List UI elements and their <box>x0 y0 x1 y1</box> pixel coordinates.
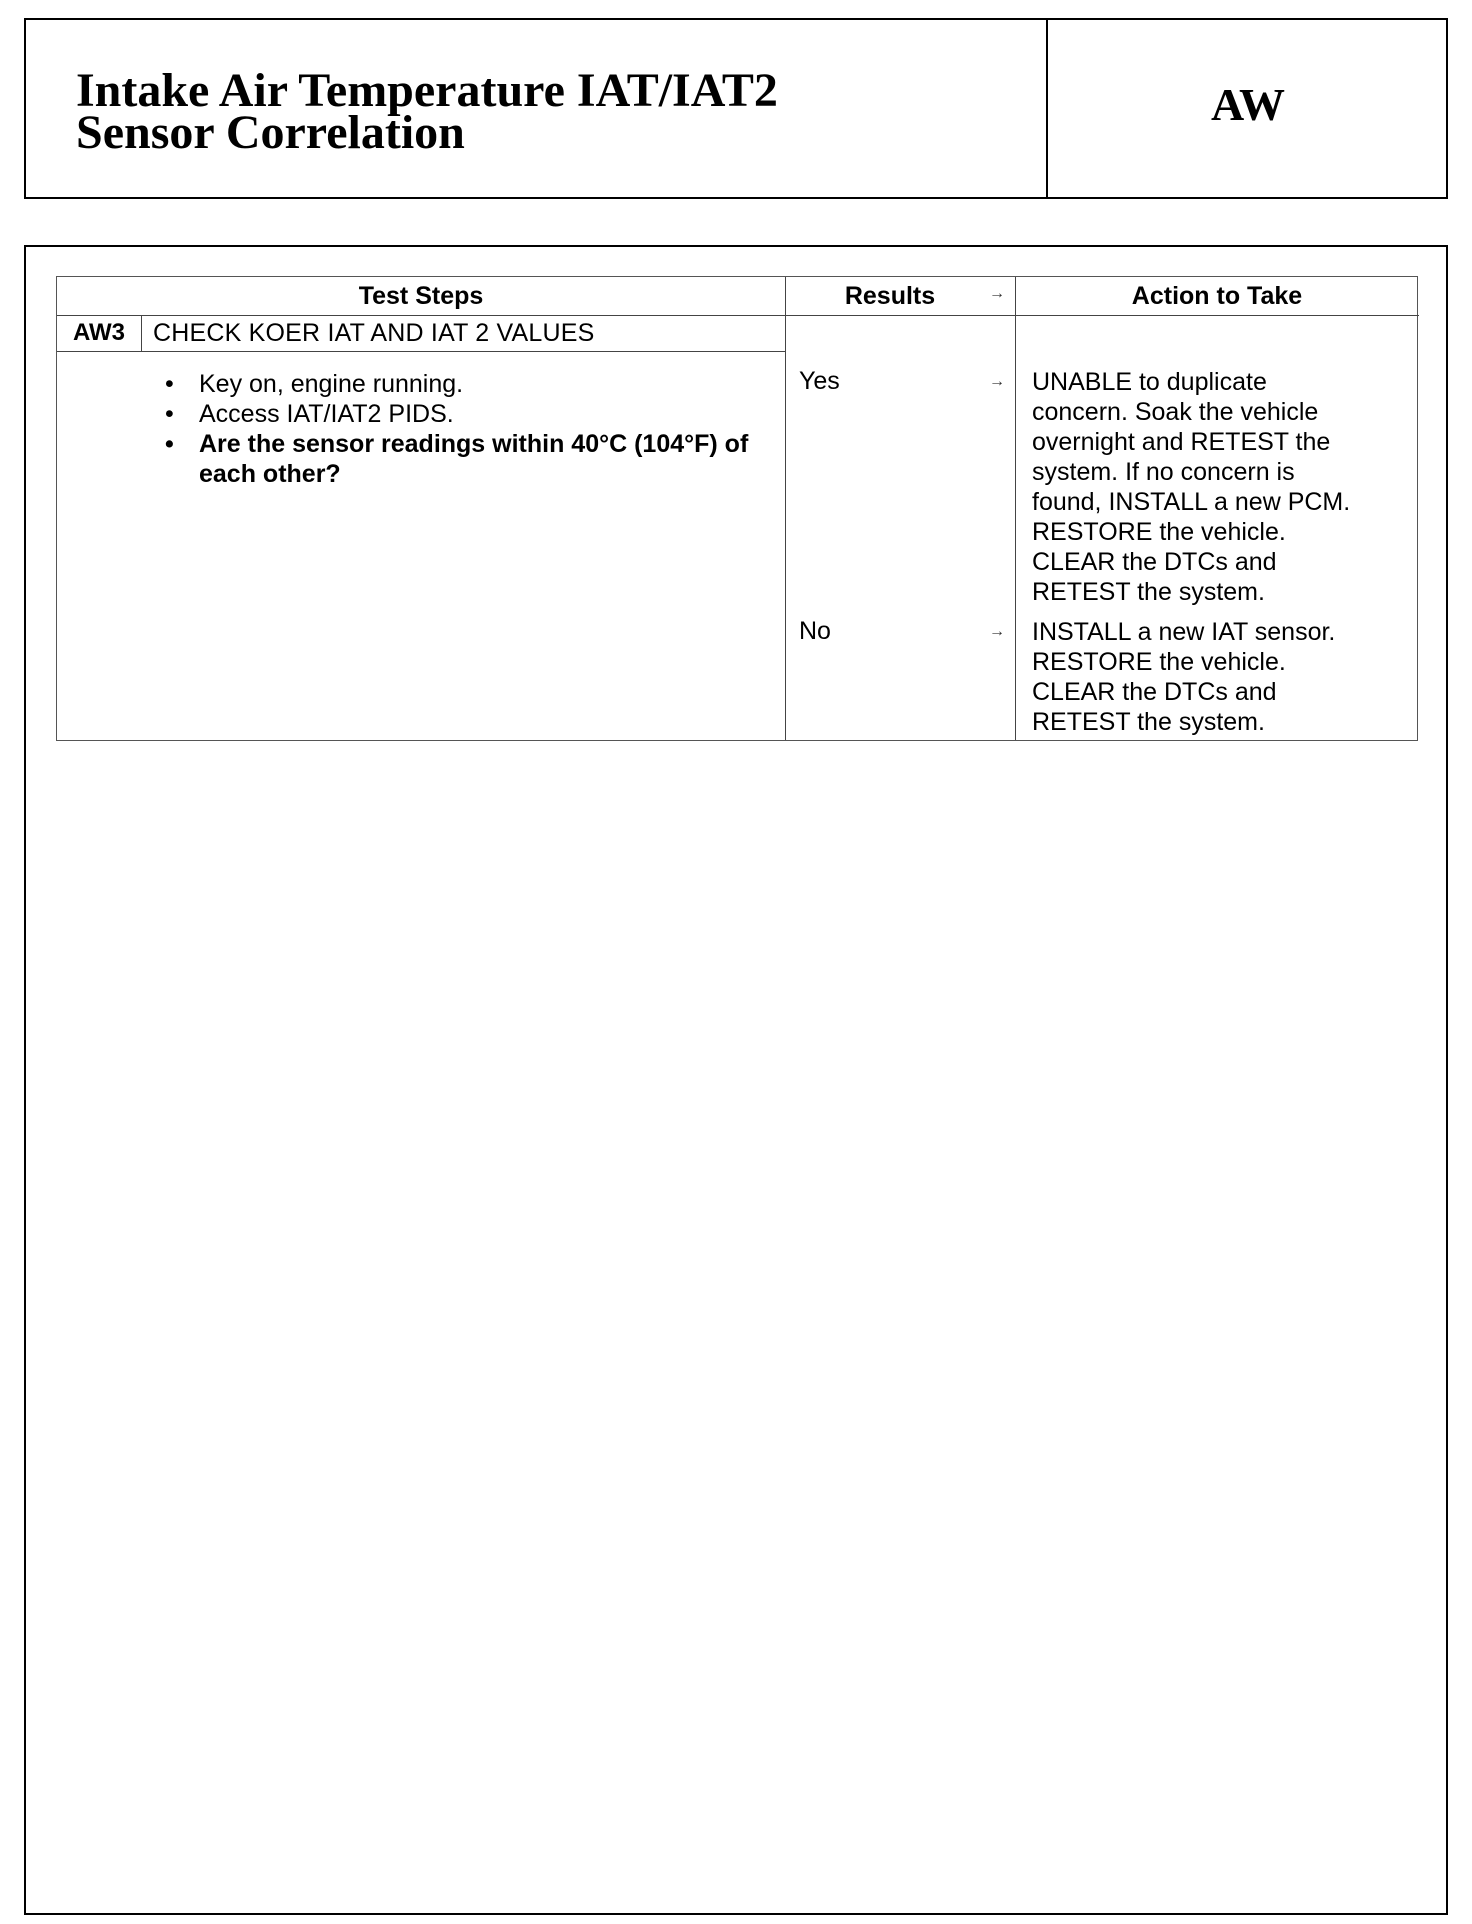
action-yes: UNABLE to duplicate concern. Soak the vehicle overnight and RETEST the system. If no concern is found, INSTALL a new PCM. RESTORE the vehicle. CLEAR the DTCs and RETEST the system. <box>1032 368 1351 606</box>
result-no-arrow-icon: → <box>989 623 1005 640</box>
column-header-action: Action to Take <box>1131 281 1303 310</box>
list-item: • Access IAT/IAT2 PIDS. <box>165 400 454 428</box>
bullet-icon: • <box>165 430 174 458</box>
header-box <box>24 18 1448 199</box>
step-bullet-list <box>153 369 773 489</box>
step-title-divider <box>57 351 785 352</box>
column-header-results: Results <box>844 281 936 310</box>
action-no: INSTALL a new IAT sensor. RESTORE the vehicle. CLEAR the DTCs and RETEST the system. <box>1032 618 1336 736</box>
title-line-1: Intake Air Temperature IAT/IAT2 <box>76 64 778 117</box>
bullet-icon: • <box>165 370 174 398</box>
section-code: AW <box>1210 79 1286 130</box>
step-title: CHECK KOER IAT AND IAT 2 VALUES <box>153 318 595 347</box>
bullet-icon: • <box>165 400 174 428</box>
page-title <box>76 64 1016 159</box>
column-header-test-steps: Test Steps <box>358 281 484 310</box>
result-yes-label: Yes <box>799 367 840 395</box>
result-yes-arrow-icon: → <box>989 373 1005 390</box>
header-arrow-icon: → <box>989 285 1005 302</box>
list-item: • Key on, engine running. <box>165 370 464 398</box>
title-line-2: Sensor Correlation <box>76 106 465 159</box>
list-item-question: • Are the sensor readings within 40°C (104°F) of each other? <box>165 430 749 488</box>
test-step-table <box>56 276 1418 741</box>
column-divider-results <box>785 277 786 740</box>
step-id: AW3 <box>72 319 125 346</box>
result-no-label: No <box>799 617 831 645</box>
column-divider-action <box>1015 277 1016 740</box>
step-id-divider <box>141 315 142 351</box>
